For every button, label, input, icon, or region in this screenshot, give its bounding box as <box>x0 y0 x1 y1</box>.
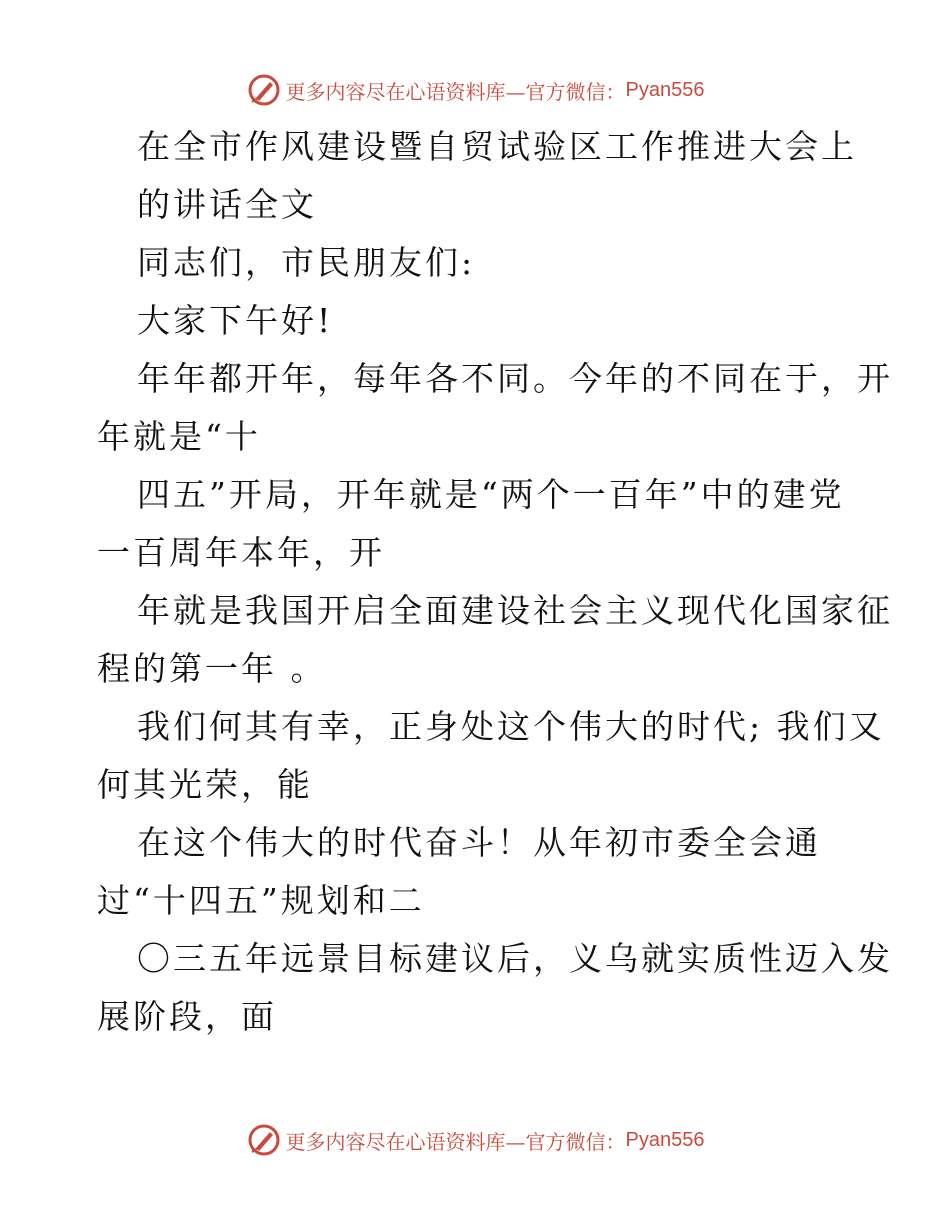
text-line: 过“十四五”规划和二 <box>97 881 425 920</box>
text-line: 何其光荣，能 <box>97 765 313 804</box>
quill-pen-logo-icon <box>246 72 282 108</box>
text-line: 四五”开局，开年就是“两个一百年”中的建党 <box>137 475 845 514</box>
header-banner <box>0 70 950 110</box>
text-line: 的讲话全文 <box>137 185 317 224</box>
text-line: 〇三五年远景目标建议后，义乌就实质性迈入发 <box>137 939 893 978</box>
text-line: 大家下午好! <box>137 301 334 340</box>
text-line: 程的第一年 。 <box>97 649 327 688</box>
document-body <box>97 118 893 1046</box>
footer-banner <box>0 1120 950 1160</box>
text-line: 年就是“十 <box>97 417 261 456</box>
text-line: 在这个伟大的时代奋斗！从年初市委全会通 <box>137 823 821 862</box>
text-line: 一百周年本年，开 <box>97 533 385 572</box>
banner-wechat-id: Pyan556 <box>625 78 705 101</box>
text-line: 同志们，市民朋友们: <box>137 243 476 282</box>
text-line: 展阶段，面 <box>97 997 277 1036</box>
text-line: 我们何其有幸，正身处这个伟大的时代; 我们又 <box>137 707 885 746</box>
text-line: 年就是我国开启全面建设社会主义现代化国家征 <box>137 591 893 630</box>
text-line: 在全市作风建设暨自贸试验区工作推进大会上 <box>137 127 857 166</box>
quill-pen-logo-icon <box>246 1122 282 1158</box>
banner-wechat-id: Pyan556 <box>625 1128 705 1151</box>
text-line: 年年都开年，每年各不同。今年的不同在于，开 <box>137 359 893 398</box>
banner-text: 更多内容尽在心语资料库—官方微信： <box>285 79 626 104</box>
banner-text: 更多内容尽在心语资料库—官方微信： <box>285 1129 626 1154</box>
